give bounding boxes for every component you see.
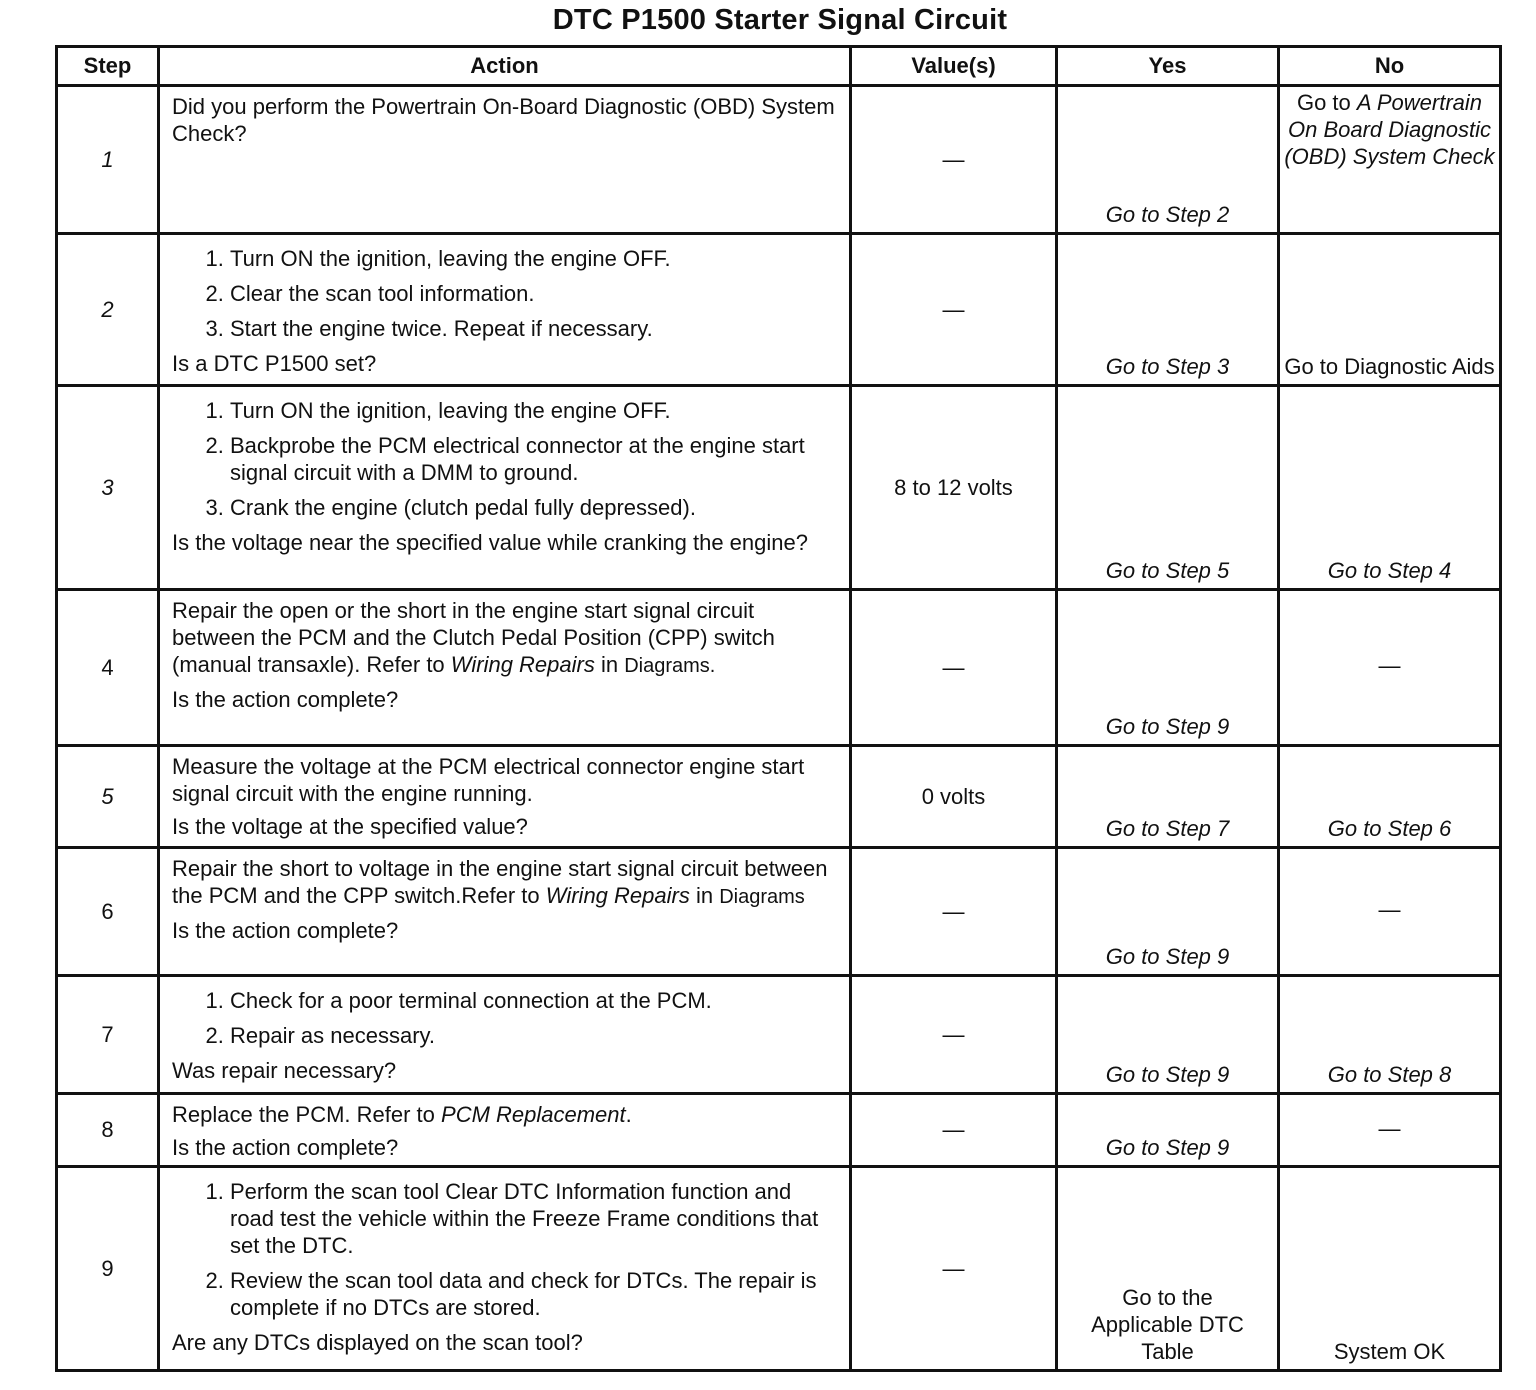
action-question: Is a DTC P1500 set? <box>172 351 377 376</box>
list-item: 1. Check for a poor terminal connection at the PCM. <box>230 987 839 1014</box>
diagnostic-table <box>55 45 1502 1372</box>
step-number: 9 <box>57 1167 159 1371</box>
action-question: Is the voltage near the specified value while cranking the engine? <box>172 530 808 555</box>
yes-link[interactable]: Go to Step 9 <box>1057 590 1279 746</box>
action-steps-list <box>172 987 839 1049</box>
step-number: 6 <box>57 848 159 976</box>
header-no: No <box>1279 47 1501 86</box>
action-cell <box>159 746 851 848</box>
action-text-part: Replace the PCM. Refer to <box>172 1102 442 1127</box>
yes-link[interactable]: Go to Step 9 <box>1057 848 1279 976</box>
list-item: 2. Repair as necessary. <box>230 1022 839 1049</box>
no-cell: — <box>1279 1094 1501 1167</box>
yes-link[interactable]: Go to Step 9 <box>1057 1094 1279 1167</box>
step-number: 8 <box>57 1094 159 1167</box>
list-item: 1. Turn ON the ignition, leaving the engine OFF. <box>230 397 839 424</box>
action-cell <box>159 1167 851 1371</box>
value-cell: 0 volts <box>851 746 1057 848</box>
value-cell: — <box>851 86 1057 234</box>
action-question: Is the action complete? <box>172 1135 399 1160</box>
action-cell <box>159 386 851 590</box>
table-row <box>57 1094 1501 1167</box>
header-values: Value(s) <box>851 47 1057 86</box>
table-header-row <box>57 47 1501 86</box>
table-row <box>57 234 1501 386</box>
value-cell: — <box>851 848 1057 976</box>
action-cell <box>159 590 851 746</box>
action-text: Did you perform the Powertrain On-Board Diagnostic (OBD) System Check? <box>172 94 835 146</box>
no-link[interactable]: Go to Step 6 <box>1279 746 1501 848</box>
action-cell <box>159 1094 851 1167</box>
value-cell: — <box>851 590 1057 746</box>
action-cell <box>159 86 851 234</box>
no-link[interactable] <box>1279 86 1501 234</box>
table-row <box>57 746 1501 848</box>
no-link-prefix: Go to <box>1296 90 1357 115</box>
table-row <box>57 848 1501 976</box>
no-cell: System OK <box>1279 1167 1501 1371</box>
no-link-target[interactable]: A Powertrain On Board Diagnostic (OBD) System Check <box>1284 90 1495 169</box>
action-text-part: . <box>625 1102 632 1127</box>
action-steps-list <box>172 397 839 521</box>
table-row <box>57 386 1501 590</box>
diagrams-link[interactable]: Diagrams <box>719 886 805 908</box>
action-cell <box>159 234 851 386</box>
action-cell <box>159 976 851 1094</box>
step-number: 5 <box>57 746 159 848</box>
action-question: Is the action complete? <box>172 687 399 712</box>
step-number: 1 <box>57 86 159 234</box>
page-title: DTC P1500 Starter Signal Circuit <box>552 4 1008 36</box>
no-link[interactable]: Go to Step 4 <box>1279 386 1501 590</box>
table-row <box>57 1167 1501 1371</box>
action-text-part: Repair the open or the short in the engine start signal circuit between the PCM and the Clutch Pedal Position (CPP) switch (manual transaxle). Refer to <box>172 598 775 677</box>
action-steps-list <box>172 1178 839 1321</box>
list-item: 2. Backprobe the PCM electrical connector at the engine start signal circuit with a DMM to ground. <box>230 432 839 486</box>
pcm-replacement-link[interactable]: PCM Replacement <box>441 1102 626 1127</box>
value-cell: 8 to 12 volts <box>851 386 1057 590</box>
table-row <box>57 86 1501 234</box>
yes-link[interactable]: Go to Step 9 <box>1057 976 1279 1094</box>
wiring-repairs-link[interactable]: Wiring Repairs <box>545 883 690 908</box>
action-text <box>172 855 839 911</box>
no-link[interactable]: Go to Diagnostic Aids <box>1279 234 1501 386</box>
list-item: 2. Clear the scan tool information. <box>230 280 839 307</box>
step-number: 2 <box>57 234 159 386</box>
yes-link[interactable]: Go to the Applicable DTC Table <box>1057 1167 1279 1371</box>
no-cell: — <box>1279 848 1501 976</box>
header-action: Action <box>159 47 851 86</box>
list-item: 3. Crank the engine (clutch pedal fully depressed). <box>230 494 839 521</box>
action-steps-list <box>172 245 839 342</box>
yes-link[interactable]: Go to Step 5 <box>1057 386 1279 590</box>
table-row <box>57 976 1501 1094</box>
table-row <box>57 590 1501 746</box>
action-question: Are any DTCs displayed on the scan tool? <box>172 1330 583 1355</box>
action-text-part: in <box>594 652 625 677</box>
list-item: 1. Turn ON the ignition, leaving the engine OFF. <box>230 245 839 272</box>
action-question: Was repair necessary? <box>172 1058 397 1083</box>
action-text <box>172 597 839 680</box>
action-text <box>172 1101 839 1128</box>
action-question: Is the voltage at the specified value? <box>172 814 528 839</box>
no-cell: — <box>1279 590 1501 746</box>
step-number: 4 <box>57 590 159 746</box>
list-item: 1. Perform the scan tool Clear DTC Information function and road test the vehicle within the Freeze Frame conditions that set the DTC. <box>230 1178 839 1259</box>
value-cell: — <box>851 1167 1057 1371</box>
header-yes: Yes <box>1057 47 1279 86</box>
action-cell <box>159 848 851 976</box>
step-number: 7 <box>57 976 159 1094</box>
value-cell: — <box>851 234 1057 386</box>
no-link[interactable]: Go to Step 8 <box>1279 976 1501 1094</box>
yes-link[interactable]: Go to Step 2 <box>1057 86 1279 234</box>
action-text-part: Repair the short to voltage in the engine start signal circuit between the PCM and the CPP switch.Refer to <box>172 856 828 908</box>
list-item: 3. Start the engine twice. Repeat if necessary. <box>230 315 839 342</box>
value-cell: — <box>851 976 1057 1094</box>
diagrams-link[interactable]: Diagrams. <box>624 655 716 677</box>
action-text-part: in <box>689 883 720 908</box>
value-cell: — <box>851 1094 1057 1167</box>
yes-link[interactable]: Go to Step 7 <box>1057 746 1279 848</box>
header-step: Step <box>57 47 159 86</box>
step-number: 3 <box>57 386 159 590</box>
wiring-repairs-link[interactable]: Wiring Repairs <box>450 652 595 677</box>
yes-link[interactable]: Go to Step 3 <box>1057 234 1279 386</box>
action-question: Is the action complete? <box>172 918 399 943</box>
list-item: 2. Review the scan tool data and check for DTCs. The repair is complete if no DTCs are stored. <box>230 1267 839 1321</box>
action-text: Measure the voltage at the PCM electrical connector engine start signal circuit with the engine running. <box>172 754 805 806</box>
